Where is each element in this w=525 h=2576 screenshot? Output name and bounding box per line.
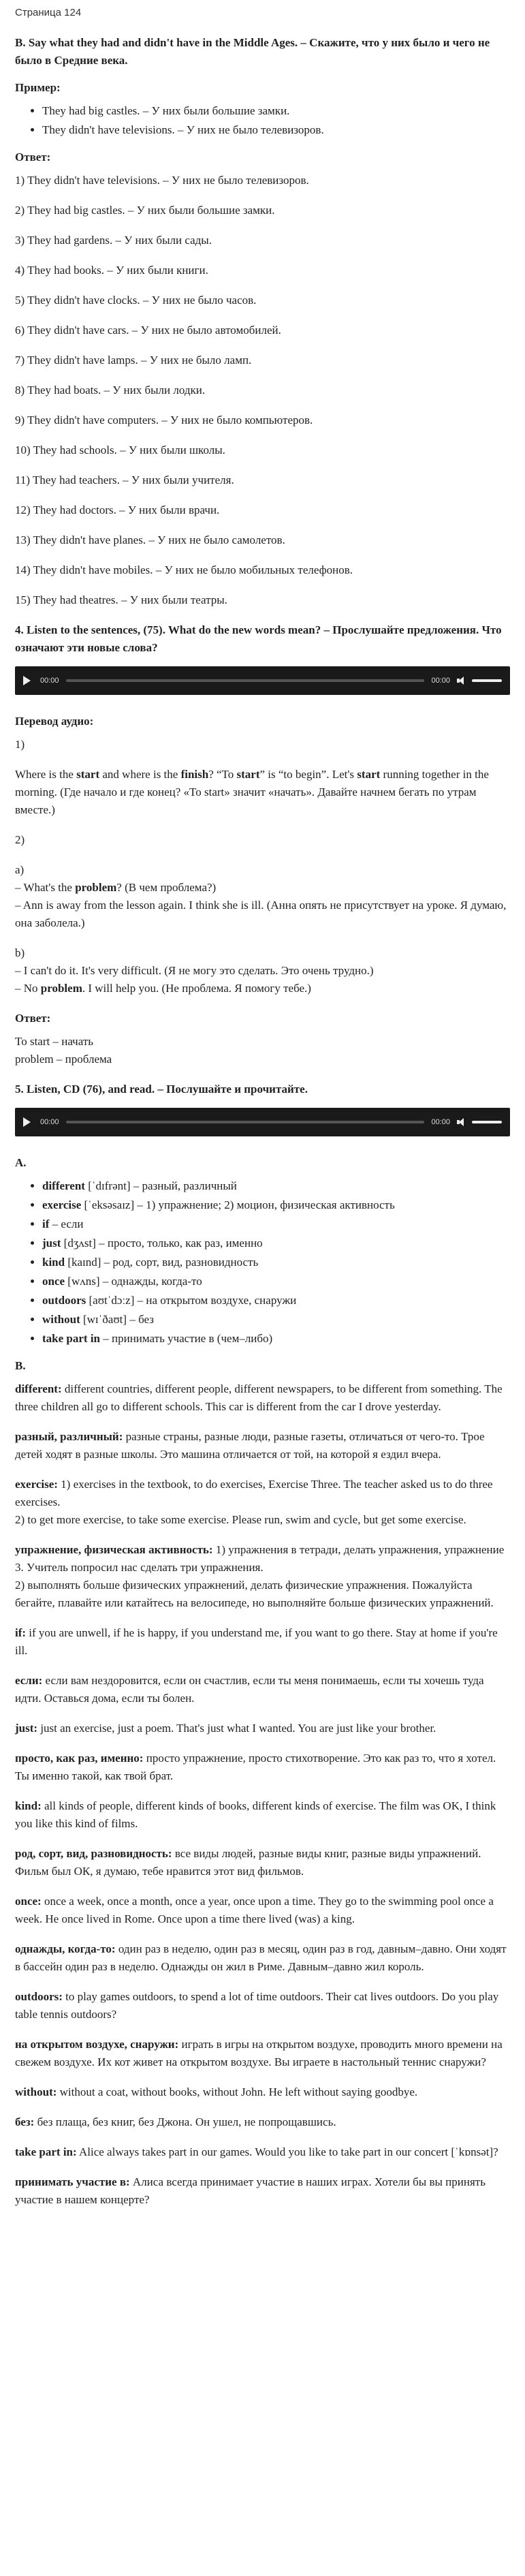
keyword: different: xyxy=(15,1382,62,1395)
text: – если xyxy=(49,1217,84,1230)
text: ? “To xyxy=(208,768,237,781)
text: to play games outdoors, to spend a lot of time outdoors. Their cat lives outdoors. Do you play table tennis outdoors? xyxy=(15,1990,499,2021)
keyword: without: xyxy=(15,2085,57,2098)
list-item xyxy=(42,1196,510,1214)
text: [kaɪnd] – род, сорт, вид, разновидность xyxy=(65,1256,259,1269)
keyword: if xyxy=(42,1217,50,1230)
vocab-item xyxy=(15,1797,510,1833)
answer-list xyxy=(15,172,510,609)
list-item xyxy=(42,1292,510,1309)
text: all kinds of people, different kinds of books, different kinds of exercise. The film was OK, I think you like this kind of films. xyxy=(15,1799,496,1830)
answer-item: 15) They had theatres. – У них были театры. xyxy=(15,593,227,606)
keyword: take part in xyxy=(42,1332,100,1345)
text: Alice always takes part in our games. Would you like to take part in our concert [ˈkɒnsət]? xyxy=(76,2145,498,2158)
example-label: Пример: xyxy=(15,81,61,94)
vocab-item xyxy=(15,2143,510,2161)
text: Алиса всегда принимает участие в наших играх. Хотели бы вы принять участие в нашем концерте? xyxy=(15,2175,486,2206)
text: ? (В чем проблема?) xyxy=(116,881,217,894)
task-4-title: 4. Listen to the sentences, (75). What do the new words mean? – Прослушайте предложения. Что означают эти новые слова? xyxy=(15,623,502,654)
keyword: start xyxy=(357,768,381,781)
answer-item: 7) They didn't have lamps. – У них не было ламп. xyxy=(15,354,252,367)
text: and where is the xyxy=(99,768,181,781)
keyword: без: xyxy=(15,2115,35,2128)
text: [wɪˈðaʊt] – без xyxy=(80,1313,154,1326)
answer-item: 4) They had books. – У них были книги. xyxy=(15,264,208,277)
vocab-item xyxy=(15,1476,510,1529)
vocab-item xyxy=(15,1428,510,1463)
keyword: start xyxy=(236,768,260,781)
keyword: different xyxy=(42,1179,85,1192)
answer-item: 14) They didn't have mobiles. – У них не было мобильных телефонов. xyxy=(15,563,353,576)
vocab-item xyxy=(15,2036,510,2071)
vocab-item xyxy=(15,1845,510,1880)
translation-label: Перевод аудио: xyxy=(15,715,94,728)
keyword: на открытом воздухе, снаружи: xyxy=(15,2038,179,2051)
vocab-item xyxy=(15,1624,510,1660)
keyword: kind: xyxy=(15,1799,42,1812)
list-item xyxy=(42,1235,510,1252)
keyword: род, сорт, вид, разновидность: xyxy=(15,1847,172,1860)
volume-slider[interactable] xyxy=(472,679,502,682)
current-time: 00:00 xyxy=(40,1118,59,1126)
answer-words xyxy=(15,1033,510,1068)
volume-icon[interactable] xyxy=(457,1118,466,1126)
keyword: outdoors: xyxy=(15,1990,63,2003)
list-item xyxy=(42,1215,510,1233)
keyword: однажды, когда-то: xyxy=(15,1942,116,1955)
duration: 00:00 xyxy=(431,1118,450,1126)
keyword: kind xyxy=(42,1256,65,1269)
keyword: принимать участие в: xyxy=(15,2175,130,2188)
text: To start – начать xyxy=(15,1035,94,1048)
text: [dʒʌst] – просто, только, как раз, именно xyxy=(61,1237,263,1250)
answer-item: 5) They didn't have clocks. – У них не было часов. xyxy=(15,294,257,307)
vocab-item xyxy=(15,2173,510,2209)
text: if you are unwell, if he is happy, if you understand me, if you want to go there. Stay at home if you're ill. xyxy=(15,1626,498,1657)
text: running together in the morning. (Где начало и где конец? «To start» значит «начать». Давайте начнем бегать по утрам вместе.) xyxy=(15,768,489,816)
list-item: • They didn't have televisions. – У них не было телевизоров. xyxy=(42,121,510,139)
seek-bar[interactable] xyxy=(66,1121,425,1123)
section-b-label: B. xyxy=(15,1359,26,1372)
list-item: • They had big castles. – У них были большие замки. xyxy=(42,102,510,120)
answer-item: 12) They had doctors. – У них были врачи. xyxy=(15,503,220,516)
audio-player xyxy=(15,666,510,695)
text: ” is “to begin”. Let's xyxy=(259,768,357,781)
text: просто упражнение, просто стихотворение. Это как раз то, что я хотел. Ты именно такой, как твой брат. xyxy=(15,1752,496,1782)
seek-bar[interactable] xyxy=(66,679,425,682)
keyword: if: xyxy=(15,1626,27,1639)
vocab-item xyxy=(15,1541,510,1612)
play-icon[interactable] xyxy=(23,1117,31,1127)
keyword: take part in: xyxy=(15,2145,77,2158)
audio-text-2b xyxy=(15,944,510,997)
audio-player xyxy=(15,1108,510,1136)
keyword: once xyxy=(42,1275,65,1288)
audio-text-2a xyxy=(15,861,510,932)
text: a) xyxy=(15,863,25,876)
answer-item: 13) They didn't have planes. – У них не было самолетов. xyxy=(15,533,285,546)
keyword: outdoors xyxy=(42,1294,86,1307)
text: один раз в неделю, один раз в месяц, один раз в год, давным–давно. Они ходят в бассейн один раз в неделю. Однажды он жил в Риме. Давным–давно жил король. xyxy=(15,1942,507,1973)
keyword: просто, как раз, именно: xyxy=(15,1752,144,1765)
keyword: упражнение, физическая активность: xyxy=(15,1543,213,1556)
answer-item: 11) They had teachers. – У них были учителя. xyxy=(15,474,234,486)
answer-item: 9) They didn't have computers. – У них не было компьютеров. xyxy=(15,414,313,426)
vocab-item xyxy=(15,1988,510,2023)
vocab-item xyxy=(15,1380,510,1416)
text: b) xyxy=(15,946,25,959)
keyword: just xyxy=(42,1237,61,1250)
text: играть в игры на открытом воздухе, проводить много времени на свежем воздухе. Их кот живет на открытом воздухе. Вы играете в настольный теннис снаружи? xyxy=(15,2038,503,2068)
vocab-item xyxy=(15,1750,510,1785)
text: – Ann is away from the lesson again. I think she is ill. (Анна опять не присутствует на уроке. Я думаю, она заболела.) xyxy=(15,899,507,929)
text: – What's the xyxy=(15,881,76,894)
example-list xyxy=(15,102,510,139)
text: если вам нездоровится, если он счастлив, если ты меня понимаешь, если ты хочешь туда идти. Оставься дома, если ты болен. xyxy=(15,1674,484,1705)
list-item xyxy=(42,1254,510,1271)
keyword: without xyxy=(42,1313,80,1326)
text: – I can't do it. It's very difficult. (Я не могу это сделать. Это очень трудно.) xyxy=(15,964,374,977)
duration: 00:00 xyxy=(431,677,450,685)
text: 1) exercises in the textbook, to do exercises, Exercise Three. The teacher asked us to do three exercises. 2) to get more exercise, to take some exercise. Please run, swim and cycle, but get some exercise. xyxy=(15,1478,493,1526)
keyword: если: xyxy=(15,1674,43,1687)
section-a-label: A. xyxy=(15,1156,27,1169)
volume-slider[interactable] xyxy=(472,1121,502,1123)
text: [aʊtˈdɔːz] – на открытом воздухе, снаружи xyxy=(86,1294,297,1307)
text: [ˈdɪfrənt] – разный, различный xyxy=(84,1179,237,1192)
dictionary-list xyxy=(15,1177,510,1348)
keyword: problem xyxy=(75,881,117,894)
text: different countries, different people, different newspapers, to be different from something. The three children all go to different schools. This car is different from the car I drove yesterday. xyxy=(15,1382,503,1413)
page-header: Страница 124 xyxy=(15,7,82,18)
answer-item: 8) They had boats. – У них были лодки. xyxy=(15,384,206,397)
answer-item: 6) They didn't have cars. – У них не было автомобилей. xyxy=(15,324,281,337)
text: without a coat, without books, without John. He left without saying goodbye. xyxy=(57,2085,418,2098)
task-b-title: B. Say what they had and didn't have in the Middle Ages. – Скажите, что у них было и чего не было в Средние века. xyxy=(15,36,490,67)
vocab-item xyxy=(15,2083,510,2101)
current-time: 00:00 xyxy=(40,677,59,685)
keyword: разный, различный: xyxy=(15,1430,123,1443)
text: [ˈeksəsaɪz] – 1) упражнение; 2) моцион, физическая активность xyxy=(81,1198,395,1211)
section-number: 2) xyxy=(15,833,25,846)
keyword: just: xyxy=(15,1722,38,1735)
text: 1) упражнения в тетради, делать упражнения, упражнение 3. Учитель попросил нас сделать три упражнения. 2) выполнять больше физических упражнений, делать физические упражнения. Пожалуйста бегайте, плавайте или катайтесь на велосипеде, но выполняйте больше физических упражнений. xyxy=(15,1543,505,1609)
text: – принимать участие в (чем–либо) xyxy=(100,1332,273,1345)
text: Where is the xyxy=(15,768,77,781)
text: разные страны, разные люди, разные газеты, отличаться от чего-то. Трое детей ходят в разные школы. Это машина отличается от той, на которой я ездил вчера. xyxy=(15,1430,485,1461)
text: все виды людей, разные виды книг, разные виды упражнений. Фильм был ОК, я думаю, тебе нравится этот вид фильмов. xyxy=(15,1847,481,1878)
text: once a week, once a month, once a year, once upon a time. They go to the swimming pool once a week. He once lived in Rome. Once upon a time there lived (was) a king. xyxy=(15,1895,494,1925)
vocab-item xyxy=(15,1893,510,1928)
vocab-item xyxy=(15,1940,510,1976)
audio-text-1 xyxy=(15,766,510,819)
text: без плаща, без книг, без Джона. Он ушел, не попрощавшись. xyxy=(34,2115,336,2128)
keyword: start xyxy=(76,768,100,781)
text: problem – проблема xyxy=(15,1053,112,1066)
answer-item: 3) They had gardens. – У них были сады. xyxy=(15,234,212,247)
list-item xyxy=(42,1330,510,1348)
keyword: exercise xyxy=(42,1198,82,1211)
list-item xyxy=(42,1311,510,1329)
keyword: once: xyxy=(15,1895,42,1908)
answer-item: 2) They had big castles. – У них были большие замки. xyxy=(15,204,275,217)
section-number: 1) xyxy=(15,738,25,751)
volume-icon[interactable] xyxy=(457,677,466,685)
answer-item: 1) They didn't have televisions. – У них не было телевизоров. xyxy=(15,174,309,187)
answer-label: Ответ: xyxy=(15,151,51,164)
keyword: problem xyxy=(40,982,82,995)
list-item xyxy=(42,1273,510,1290)
text: [wʌns] – однажды, когда-то xyxy=(65,1275,202,1288)
text: just an exercise, just a poem. That's just what I wanted. You are just like your brother. xyxy=(37,1722,436,1735)
answer-label: Ответ: xyxy=(15,1012,51,1025)
text: . I will help you. (Не проблема. Я помогу тебе.) xyxy=(82,982,311,995)
keyword: exercise: xyxy=(15,1478,58,1491)
answer-item: 10) They had schools. – У них были школы. xyxy=(15,444,225,456)
keyword: finish xyxy=(180,768,209,781)
list-item xyxy=(42,1177,510,1195)
task-5-title: 5. Listen, CD (76), and read. – Послушайте и прочитайте. xyxy=(15,1083,308,1096)
text: – No xyxy=(15,982,41,995)
vocab-item xyxy=(15,1672,510,1707)
vocab-item xyxy=(15,1720,510,1737)
vocab-item xyxy=(15,2113,510,2131)
play-icon[interactable] xyxy=(23,676,31,685)
vocabulary-examples xyxy=(15,1380,510,2209)
